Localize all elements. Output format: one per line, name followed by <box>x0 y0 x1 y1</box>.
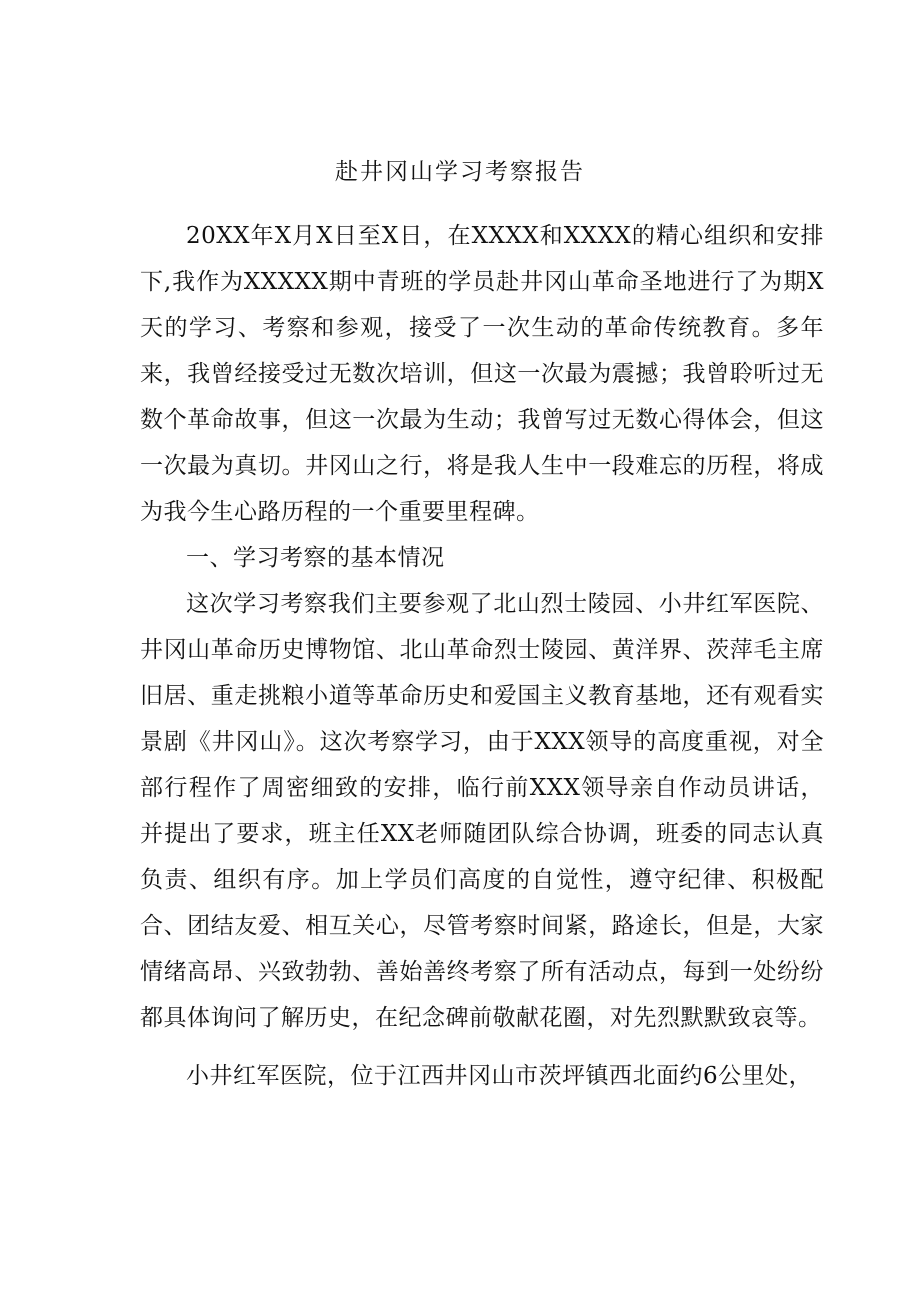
paragraph-overview: 这次学习考察我们主要参观了北山烈士陵园、小井红军医院、井冈山革命历史博物馆、北山革命烈士陵园、黄洋界、茨萍毛主席旧居、重走挑粮小道等革命历史和爱国主义教育基地，还有观看实景剧《井冈山》。这次考察学习，由于XXX领导的高度重视，对全部行程作了周密细致的安排，临行前XXX领导亲自作动员讲话，并提出了要求，班主任XX老师随团队综合协调，班委的同志认真负责、组织有序。加上学员们高度的自觉性，遵守纪律、积极配合、团结友爱、相互关心，尽管考察时间紧，路途长，但是，大家情绪高昂、兴致勃勃、善始善终考察了所有活动点，每到一处纷纷都具体询问了解历史，在纪念碑前敬献花圈，对先烈默默致哀等。 <box>140 591 824 1031</box>
document-body <box>140 213 824 1099</box>
section-heading: 一、学习考察的基本情况 <box>186 545 445 571</box>
paragraph-intro: 20XX年X月X日至X日，在XXXX和XXXX的精心组织和安排下,我作为XXXXX期中青班的学员赴井冈山革命圣地进行了为期X天的学习、考察和参观，接受了一次生动的革命传统教育。多年来，我曾经接受过无数次培训，但这一次最为震撼；我曾聆听过无数个革命故事，但这一次最为生动；我曾写过无数心得体会，但这一次最为真切。井冈山之行，将是我人生中一段难忘的历程，将成为我今生心路历程的一个重要里程碑。 <box>140 223 824 525</box>
paragraph-hospital: 小井红军医院，位于江西井冈山市茨坪镇西北面约6公里处， <box>186 1063 813 1089</box>
document-title: 赴井冈山学习考察报告 <box>335 159 585 185</box>
